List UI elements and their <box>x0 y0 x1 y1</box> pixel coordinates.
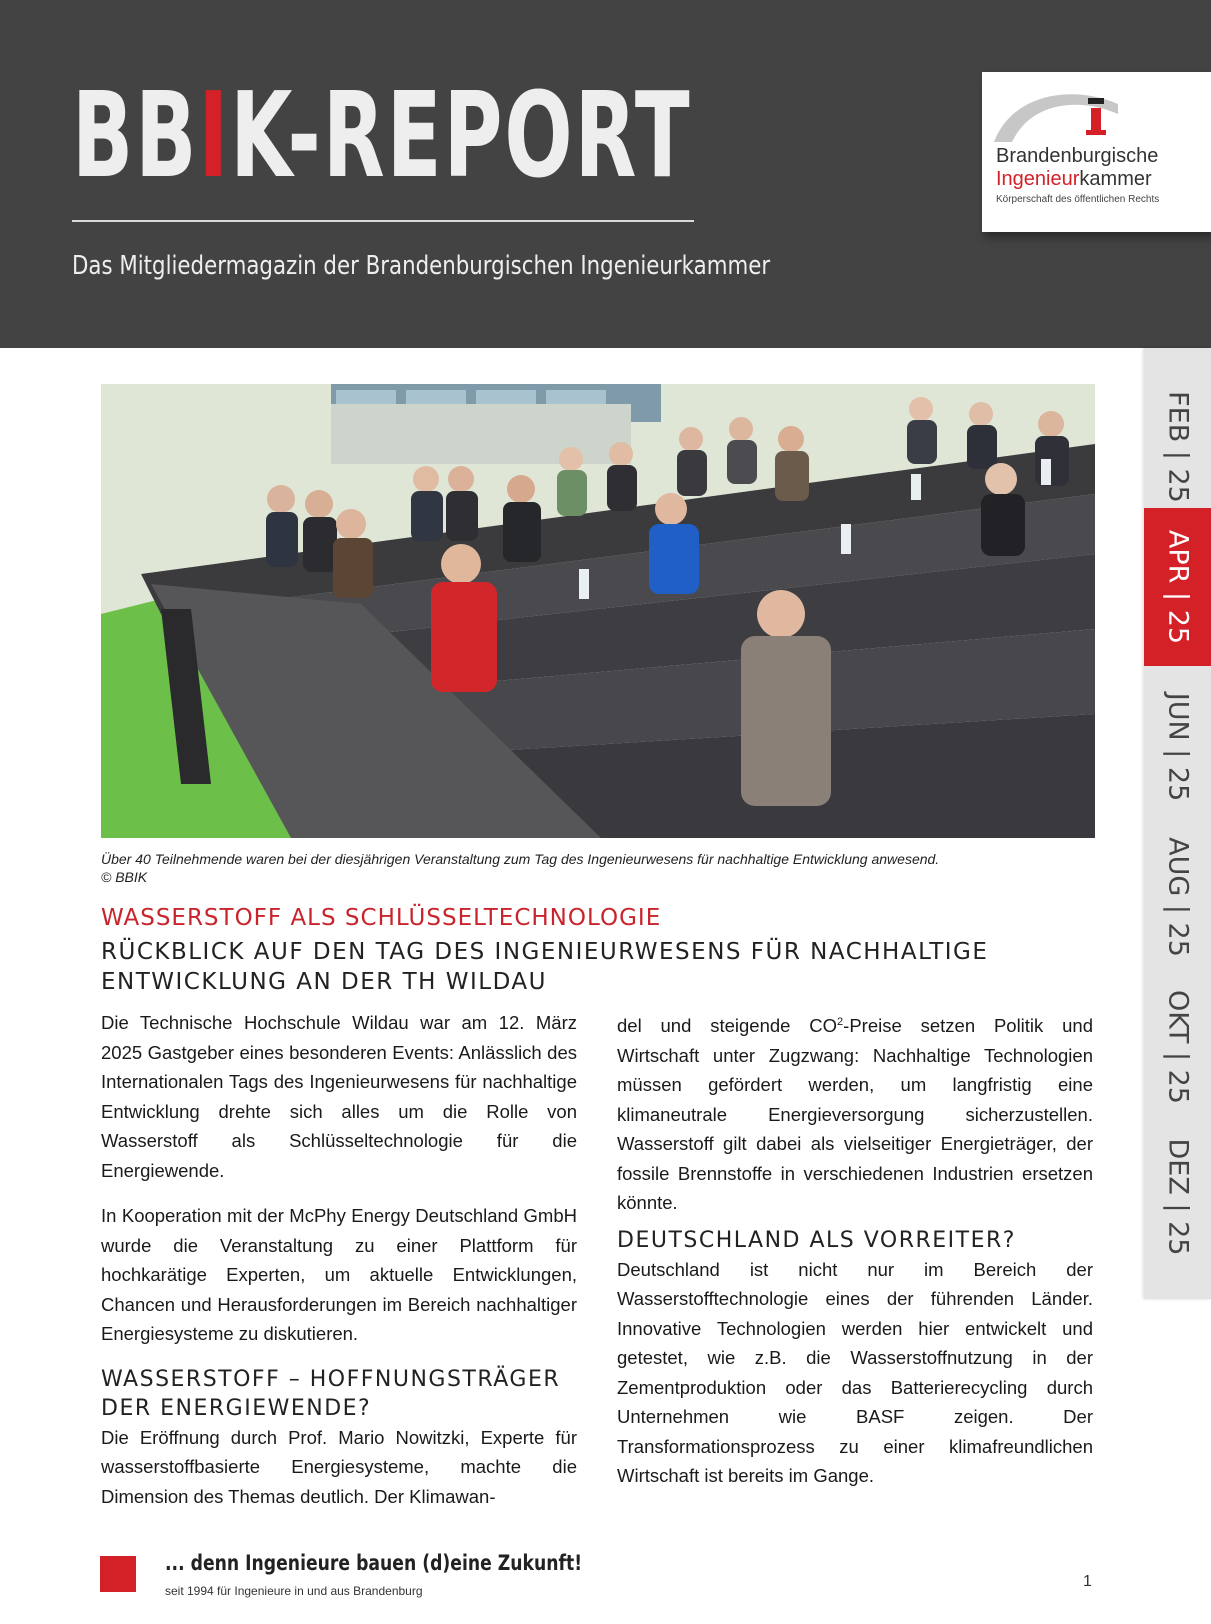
article-kicker: WASSERSTOFF ALS SCHLÜSSELTECHNOLOGIE <box>101 905 662 931</box>
page-number: 1 <box>1083 1573 1092 1590</box>
subheading-hope: WASSERSTOFF – HOFFNUNGSTRÄGER DER ENERGIEWENDE? <box>101 1366 561 1421</box>
photo-caption <box>101 850 1101 886</box>
title-divider <box>72 220 694 222</box>
footer-slogan: ... denn Ingenieure bauen (d)eine Zukunft! <box>165 1551 583 1575</box>
masthead-banner <box>0 0 1211 348</box>
tab-jun-25[interactable]: JUN | 25 <box>1162 692 1193 802</box>
caption-text: Über 40 Teilnehmende waren bei der diesjährigen Veranstaltung zum Tag des Ingenieurwesens für nachhaltige Entwicklung anwesend. <box>101 851 940 867</box>
tab-feb-25[interactable]: FEB | 25 <box>1162 391 1193 503</box>
logo-line-2: Ingenieurkammer <box>996 168 1152 190</box>
logo-line-1: Brandenburgische <box>996 145 1159 167</box>
paragraph-cooperation: In Kooperation mit der McPhy Energy Deutschland GmbH wurde die Veranstaltung zu einer Plattform für hochkarätige Experten, um aktuelle Entwicklungen, Chancen und Herausforderungen im Bereich nachhaltiger Energiesysteme zu diskutieren. <box>101 1205 577 1344</box>
tab-apr-25[interactable]: APR | 25 <box>1144 508 1211 666</box>
article-headline: RÜCKBLICK AUF DEN TAG DES INGENIEURWESENS FÜR NACHHALTIGE ENTWICKLUNG AN DER TH WILDAU <box>101 939 989 995</box>
lecture-hall-photo <box>101 384 1095 838</box>
magazine-title: BBIK-REPORT <box>72 66 692 204</box>
paragraph-opening: Die Eröffnung durch Prof. Mario Nowitzki, Experte für wasserstoffbasierte Energiesysteme, machte die Dimension des Themas deutlich. Der Klimawan- <box>101 1426 577 1507</box>
paragraph-climate: del und steigende $CO^2$-Preise setzen Politik und Wirtschaft unter Zugzwang: Nachhaltige Technologien müssen gefördert werden, um langfristig eine klimaneutrale Energieversorgung sicherzustellen. Wasserstoff gilt dabei als vielseitiger Energieträger, der fossile Brennstoffe in verschiedenen Industrien ersetzen könnte. <box>617 1015 1093 1214</box>
issue-tabs <box>1144 348 1211 1299</box>
chamber-logo <box>982 72 1211 232</box>
left-column <box>101 1008 577 1527</box>
subheading-pioneer: DEUTSCHLAND ALS VORREITER? <box>617 1227 1016 1253</box>
bridge-arc-logo-icon <box>992 84 1122 144</box>
audience-photo-illustration <box>101 384 1095 838</box>
footer-subslogan: seit 1994 für Ingenieure in und aus Brandenburg <box>165 1584 423 1598</box>
tab-okt-25[interactable]: OKT | 25 <box>1162 990 1193 1104</box>
logo-line-3: Körperschaft des öffentlichen Rechts <box>996 194 1160 205</box>
paragraph-intro: Die Technische Hochschule Wildau war am 12. März 2025 Gastgeber eines besonderen Events: Anlässlich des Internationalen Tags des Ingenieurwesens für nachhaltige Entwicklung drehte sich alles um die Rolle von Wasserstoff als Schlüsseltechnologie für die Energiewende. <box>101 1012 577 1181</box>
tab-dez-25[interactable]: DEZ | 25 <box>1162 1138 1193 1256</box>
photo-credit: © BBIK <box>101 869 148 885</box>
footer-red-square <box>100 1556 136 1592</box>
magazine-subtitle: Das Mitgliedermagazin der Brandenburgischen Ingenieurkammer <box>72 251 771 281</box>
right-column <box>617 1008 1093 1507</box>
paragraph-germany: Deutschland ist nicht nur im Bereich der Wasserstofftechnologie eines der führenden Länder. Innovative Technologien werden hier entwickelt und getestet, wie z.B. die Wasserstoffnutzung in der Zementproduktion oder das Batterierecycling durch Unternehmen wie BASF zeigen. Der Transformationsprozess zu einer klimafreundlichen Wirtschaft ist bereits im Gange. <box>617 1258 1093 1487</box>
tab-aug-25[interactable]: AUG | 25 <box>1162 837 1193 957</box>
